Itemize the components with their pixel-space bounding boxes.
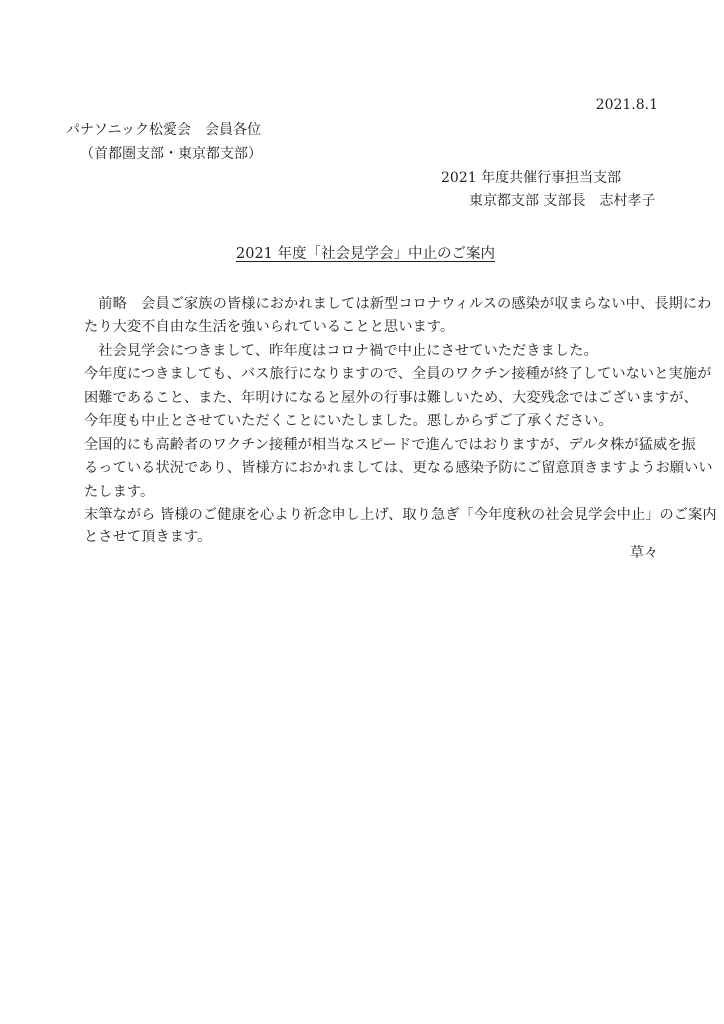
document-date: 2021.8.1	[595, 97, 658, 113]
body-line: 今年度も中止とさせていただくことにいたしました。悪しからずご了承ください。	[84, 413, 613, 429]
body-line: 今年度につきましても、バス旅行になりますので、全員のワクチン接種が終了していないと実施が	[84, 366, 712, 382]
body-line: 社会見学会につきまして、昨年度はコロナ禍で中止にさせていただきました。	[84, 343, 598, 359]
sender-line-2: 東京都支部 支部長 志村孝子	[469, 193, 656, 209]
body-line: 末筆ながら 皆様のご健康を心より祈念申し上げ、取り急ぎ「今年度秋の社会見学会中止」のご案内	[84, 507, 717, 523]
body-line: るっている状況であり、皆様方におかれましては、更なる感染予防にご留意頂きますようお願いい	[84, 460, 713, 476]
sender-line-1: 2021 年度共催行事担当支部	[441, 170, 622, 186]
body-line: たします。	[84, 484, 155, 500]
addressee-line-1: パナソニック松愛会 会員各位	[66, 122, 262, 138]
body-line: 全国的にも高齢者のワクチン接種が相当なスピードで進んではおりますが、デルタ株が猛威を振	[84, 437, 696, 453]
addressee-line-2: （首都圏支部・東京都支部）	[80, 146, 262, 162]
body-line: たり大変不自由な生活を強いられていることと思います。	[84, 319, 455, 335]
body-line: 前略 会員ご家族の皆様におかれましては新型コロナウィルスの感染が収まらない中、長期にわ	[84, 296, 712, 312]
document-title: 2021 年度「社会見学会」中止のご案内	[236, 246, 496, 262]
body-line: 困難であること、また、年明けになると屋外の行事は難しいため、大変残念ではございますが、	[84, 390, 698, 406]
body-line: とさせて頂きます。	[84, 529, 212, 545]
closing: 草々	[630, 545, 658, 561]
